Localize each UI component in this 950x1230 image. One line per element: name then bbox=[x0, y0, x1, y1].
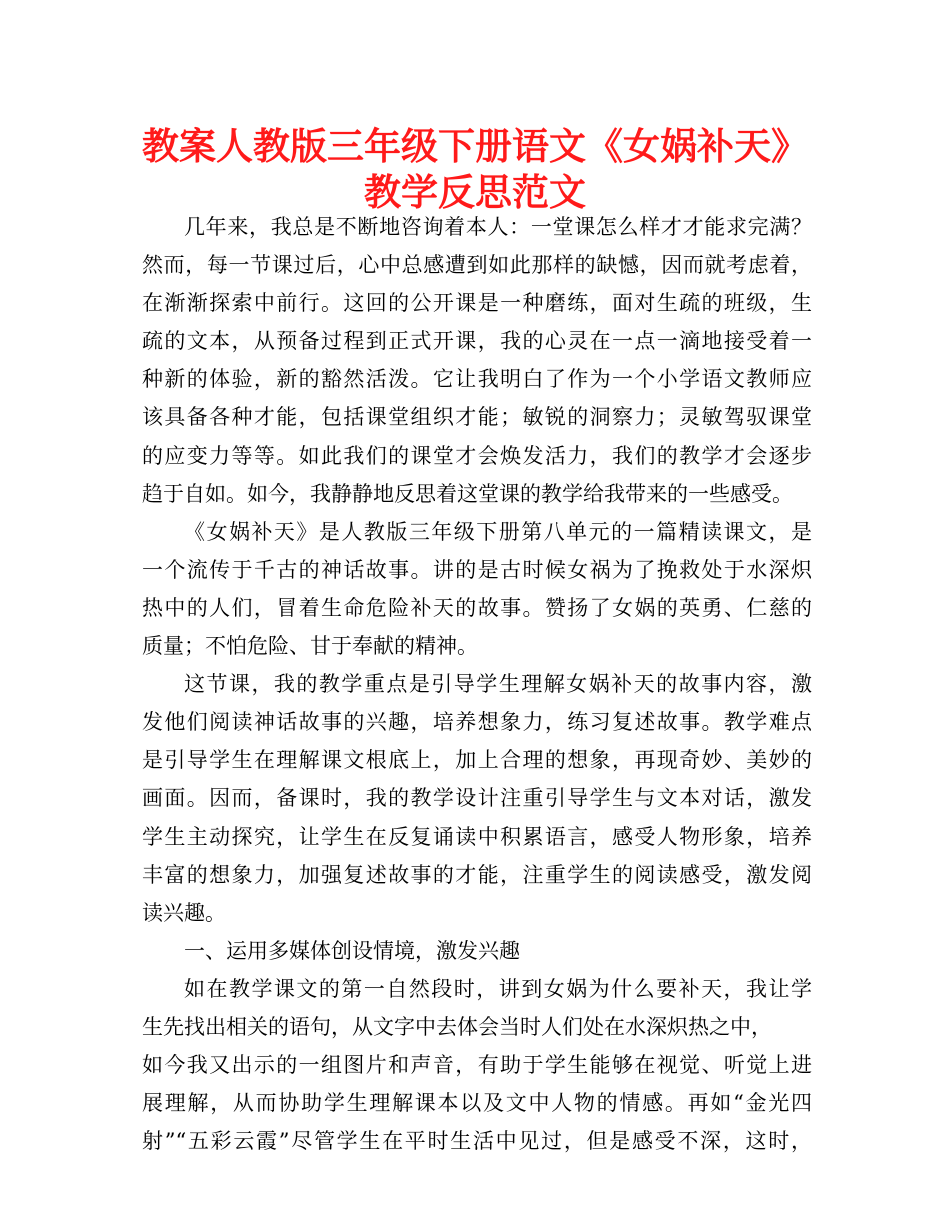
body-text-line: 一个流传于千古的神话故事。讲的是古时候女祸为了挽救处于水深炽 bbox=[142, 557, 812, 582]
body-text-line: 生先找出相关的语句，从文字中去体会当时人们处在水深炽热之中， bbox=[142, 1014, 772, 1039]
body-text-line: 展理解，从而协助学生理解课本以及文中人物的情感。再如“金光四 bbox=[142, 1091, 812, 1116]
body-text-line: 热中的人们，冒着生命危险补天的故事。赞扬了女娲的英勇、仁慈的 bbox=[142, 595, 812, 620]
body-text-line: 画面。因而，备课时，我的教学设计注重引导学生与文本对话，激发 bbox=[142, 786, 812, 811]
body-text-line: 是引导学生在理解课文根底上，加上合理的想象，再现奇妙、美妙的 bbox=[142, 748, 812, 773]
body-text-line: 几年来，我总是不断地咨询着本人：一堂课怎么样才才能求完满？ bbox=[184, 215, 812, 239]
body-text-line: 如在教学课文的第一自然段时，讲到女娲为什么要补天，我让学 bbox=[184, 976, 812, 1001]
body-text-line: 学生主动探究，让学生在反复诵读中积累语言，感受人物形象，培养 bbox=[142, 824, 812, 849]
body-text-line: 丰富的想象力，加强复述故事的才能，注重学生的阅读感受，激发阅 bbox=[142, 862, 812, 887]
body-text-line: 读兴趣。 bbox=[142, 900, 226, 925]
document-title-line-1: 教案人教版三年级下册语文《女娲补天》 bbox=[142, 125, 808, 168]
body-text-line: 的应变力等等。如此我们的课堂才会焕发活力，我们的教学才会逐步 bbox=[142, 443, 812, 468]
body-text-line: 一、运用多媒体创设情境，激发兴趣 bbox=[184, 938, 520, 963]
body-text-line: 这节课，我的教学重点是引导学生理解女娲补天的故事内容，激 bbox=[184, 672, 812, 697]
body-text-line: 疏的文本，从预备过程到正式开课，我的心灵在一点一滴地接受着一 bbox=[142, 329, 812, 354]
body-text-line: 该具备各种才能，包括课堂组织才能；敏锐的洞察力；灵敏驾驭课堂 bbox=[142, 405, 812, 430]
document-body bbox=[142, 208, 812, 1160]
body-text-line: 发他们阅读神话故事的兴趣，培养想象力，练习复述故事。教学难点 bbox=[142, 710, 812, 735]
body-text-line: 如今我又出示的一组图片和声音，有助于学生能够在视觉、听觉上进 bbox=[142, 1053, 812, 1078]
body-text-line: 在渐渐探索中前行。这回的公开课是一种磨练，面对生疏的班级，生 bbox=[142, 291, 812, 316]
body-text-line: 射”“五彩云霞”尽管学生在平时生活中见过，但是感受不深，这时， bbox=[142, 1129, 812, 1154]
body-text-line: 质量；不怕危险、甘于奉献的精神。 bbox=[142, 634, 478, 659]
body-text-line: 《女娲补天》是人教版三年级下册第八单元的一篇精读课文，是 bbox=[184, 519, 812, 544]
body-text-line: 然而，每一节课过后，心中总感遭到如此那样的缺憾，因而就考虑着， bbox=[142, 253, 812, 278]
body-text-line: 趋于自如。如今，我静静地反思着这堂课的教学给我带来的一些感受。 bbox=[142, 481, 793, 506]
body-text-line: 种新的体验，新的豁然活泼。它让我明白了作为一个小学语文教师应 bbox=[142, 367, 812, 392]
document-title-line-2: 教学反思范文 bbox=[364, 171, 586, 214]
